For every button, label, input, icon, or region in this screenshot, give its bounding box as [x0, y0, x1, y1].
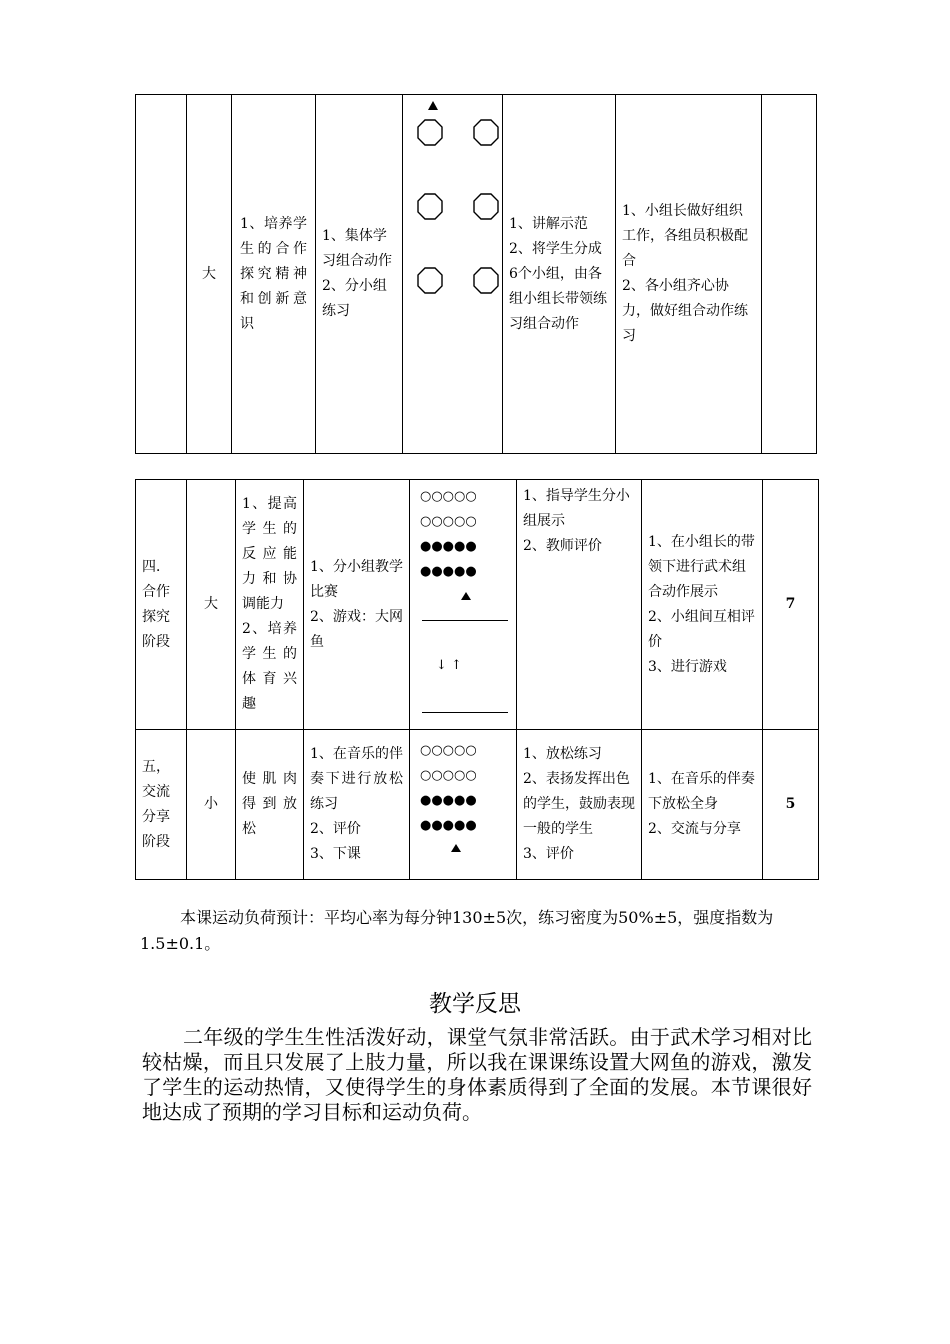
content-cell: 1、集体学习组合动作 2、分小组练习 — [316, 95, 403, 454]
reflection-title: 教学反思 — [429, 991, 521, 1017]
time-cell: 7 — [763, 480, 819, 730]
teacher-triangle-icon — [428, 101, 438, 110]
octagon-marker-icon — [474, 268, 498, 293]
formation-row-hollow: ○○○○○ — [420, 768, 477, 783]
student-activity-cell: 1、在小组长的带领下进行武术组合动作展示 2、小组间互相评价 3、进行游戏 — [642, 480, 763, 730]
teacher-triangle-icon — [451, 844, 461, 852]
intensity-cell: 大 — [187, 95, 232, 454]
goals-cell: 1、培养学生的合作探究精神和创新意识 — [232, 95, 316, 454]
octagon-marker-icon — [418, 268, 442, 293]
teacher-activity-cell: 1、指导学生分小组展示 2、教师评价 — [517, 480, 642, 730]
octagon-marker-icon — [418, 120, 442, 145]
content-cell: 1、在音乐的伴奏下进行放松练习 2、评价 3、下课 — [304, 730, 410, 880]
stage-cell: 四．合作探究阶段 — [136, 480, 187, 730]
formation-row-solid: ●●●●● — [420, 564, 477, 579]
table-row — [136, 95, 817, 454]
stage-cell — [136, 95, 187, 454]
student-activity-cell: 1、小组长做好组织工作，各组员积极配合 2、各小组齐心协力，做好组合动作练习 — [616, 95, 762, 454]
intensity-cell: 小 — [187, 730, 236, 880]
formation-diagram — [410, 730, 517, 880]
time-cell: 5 — [763, 730, 819, 880]
formation-row-hollow: ○○○○○ — [420, 489, 477, 504]
octagon-marker-icon — [474, 194, 498, 219]
content-cell: 1、分小组教学比赛 2、游戏：大网鱼 — [304, 480, 410, 730]
goals-cell: 使肌肉得到放松 — [236, 730, 304, 880]
lesson-plan-table-part1 — [135, 94, 817, 454]
student-activity-cell: 1、在音乐的伴奏下放松全身 2、交流与分享 — [642, 730, 763, 880]
formation-diagram — [403, 95, 503, 454]
intensity-cell: 大 — [187, 480, 236, 730]
teacher-triangle-icon — [461, 592, 471, 600]
table-row — [136, 480, 819, 730]
octagon-marker-icon — [418, 194, 442, 219]
formation-row-hollow: ○○○○○ — [420, 514, 477, 529]
formation-diagram — [410, 480, 517, 730]
stage-cell: 五，交流分享阶段 — [136, 730, 187, 880]
reflection-paragraph: 二年级的学生生性活泼好动，课堂气氛非常活跃。由于武术学习相对比较枯燥，而且只发展了上肢力量，所以我在课课练设置大网鱼的游戏，激发了学生的运动热情，又使得学生的身体素质得到了全面的发展。本节课很好地达成了预期的学习目标和运动负荷。 — [142, 1025, 812, 1124]
exercise-load-note: 本课运动负荷预计：平均心率为每分钟130±5次，练习密度为50%±5，强度指数为1.5±0.1。 — [140, 908, 774, 953]
formation-row-solid: ●●●●● — [420, 793, 477, 808]
time-cell — [762, 95, 817, 454]
formation-row-solid: ●●●●● — [420, 818, 477, 833]
formation-row-solid: ●●●●● — [420, 539, 477, 554]
movement-arrows: ↓ ↑ — [436, 658, 462, 673]
lesson-plan-table-part2 — [135, 479, 819, 880]
teacher-activity-cell: 1、讲解示范 2、将学生分成6个小组，由各组小组长带领练习组合动作 — [503, 95, 616, 454]
octagon-marker-icon — [474, 120, 498, 145]
teacher-activity-cell: 1、放松练习 2、表扬发挥出色的学生，鼓励表现一般的学生 3、评价 — [517, 730, 642, 880]
table-row — [136, 730, 819, 880]
formation-row-hollow: ○○○○○ — [420, 743, 477, 758]
goals-cell: 1、提高学生的反应能力和协调能力 2、培养学生的体育兴趣 — [236, 480, 304, 730]
